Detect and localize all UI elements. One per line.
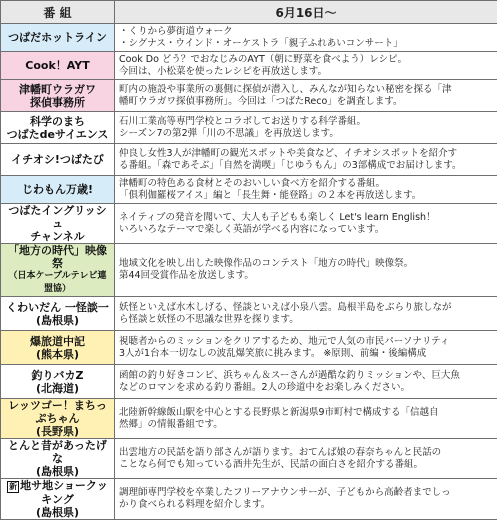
program-name-cell	[1, 439, 115, 479]
description-line: 出雲地方の民話を語り部さんが語ります。おてんば娘の春奈ちゃんと民話の	[119, 447, 493, 459]
program-name-cell	[1, 365, 115, 399]
program-row	[1, 24, 497, 52]
program-column-header: 番 組	[1, 1, 115, 24]
program-row	[1, 479, 497, 520]
program-name-cell	[1, 297, 115, 331]
new-badge: 新	[7, 481, 19, 493]
program-name-line: チャンネル	[5, 230, 110, 243]
description-line: ネイティブの発音を聞いて、大人も子どもも楽しく Let's learn English！	[119, 212, 493, 224]
description-line: 町内の施設や事業所の裏側に探偵が潜入し、みんなが知らない秘密を探る「津	[119, 84, 493, 96]
description-line: ことなら何でも知っている酒井先生が、民話の面白さを紹介する番組。	[119, 459, 493, 471]
description-line: Cook Do どう？でおなじみのAYT（朝に野菜を食べよう）レシピ。	[119, 54, 493, 66]
program-name-cell	[1, 80, 115, 112]
program-name-cell	[1, 331, 115, 365]
program-name-line: レッツゴー！まちっぷちゃん	[5, 399, 110, 425]
program-name-line: Cook！AYT	[5, 59, 110, 72]
program-description-cell	[115, 176, 497, 204]
program-name-cell	[1, 399, 115, 439]
program-row	[1, 439, 497, 479]
program-name-cell	[1, 144, 115, 176]
description-line: 第44回受賞作品を放送します。	[119, 270, 493, 282]
program-description-cell	[115, 112, 497, 144]
program-name-line: (島根県)	[5, 465, 110, 478]
program-name-line: イチオシ!つばたび	[5, 153, 110, 166]
description-line: 今回は、小松菜を使ったレシピを再放送します。	[119, 66, 493, 78]
program-name-line: くわいだん 一怪談一	[5, 301, 110, 314]
description-line: かり食べられる料理を紹介します。	[119, 499, 493, 511]
program-name-line: 津幡町ウラガワ	[5, 83, 110, 96]
description-line: 調理師専門学校を卒業したフリーアナウンサーが、子どもから高齢者までしっ	[119, 487, 493, 499]
description-line: 妖怪といえば水木しげる、怪談といえば小泉八雲。島根半島をぶらり旅しなが	[119, 302, 493, 314]
date-column-header: 6月16日〜	[115, 1, 497, 24]
description-line: 然郷」の情報番組です。	[119, 419, 493, 431]
program-row	[1, 112, 497, 144]
program-name-cell	[1, 244, 115, 297]
program-name-line	[5, 479, 110, 506]
program-name-cell	[1, 479, 115, 520]
program-name-cell	[1, 112, 115, 144]
program-description-cell	[115, 331, 497, 365]
program-description-cell	[115, 80, 497, 112]
description-line: 函館の釣り好きコンビ、浜ちゃん＆スーさんが過酷な釣りミッションや、巨大魚	[119, 370, 493, 382]
program-name-text: 地サ地ショークッキング	[20, 479, 108, 506]
description-line: 視聴者からのミッションをクリアするため、地元で人気の市民パーソナリティ	[119, 336, 493, 348]
program-row	[1, 399, 497, 439]
program-row	[1, 244, 497, 297]
program-name-line: じわもん万歳!	[5, 183, 110, 196]
description-line: 地域文化を映し出した映像作品のコンテスト「地方の時代」映像祭。	[119, 258, 493, 270]
program-name-line: (島根県)	[5, 314, 110, 327]
program-name-cell	[1, 24, 115, 52]
description-line: などのロマンを求める釣り番組。2人の珍道中をお楽しみください。	[119, 382, 493, 394]
program-row	[1, 204, 497, 244]
program-name-line: (熊本県)	[5, 348, 110, 361]
program-row	[1, 144, 497, 176]
description-line: 「俱利伽羅桜アイス」編と「長生舞・能登路」の２本を再放送します。	[119, 190, 493, 202]
program-row	[1, 176, 497, 204]
header-row	[1, 1, 497, 24]
program-name-line: つばたイングリッシュ	[5, 204, 110, 230]
program-row	[1, 365, 497, 399]
program-name-line: 爆旅道中記	[5, 335, 110, 348]
program-row	[1, 80, 497, 112]
program-row	[1, 52, 497, 80]
program-description-cell	[115, 479, 497, 520]
program-name-cell	[1, 176, 115, 204]
program-description-cell	[115, 439, 497, 479]
program-name-line: (北海道)	[5, 382, 110, 395]
description-line: ら怪談と妖怪の不思議な世界を探ります。	[119, 314, 493, 326]
program-name-cell	[1, 204, 115, 244]
description-line: 仲良し女性3人が津幡町の観光スポットや美食など、イチオシスポットを紹介す	[119, 148, 493, 160]
description-line: 幡町ウラガワ探偵事務所」。今回は「つばたReco」を調査します。	[119, 96, 493, 108]
program-name-note: （日本ケーブルテレビ連盟協）	[5, 270, 110, 296]
program-name-cell	[1, 52, 115, 80]
description-line: ・くりから夢街道ウォーク	[119, 26, 493, 38]
program-name-line: とんと昔があったげな	[5, 439, 110, 465]
program-name-line: 釣りバカZ	[5, 369, 110, 382]
program-name-line: つばたdeサイエンス	[5, 128, 110, 141]
description-line: 石川工業高等専門学校とコラボしてお送りする科学番組。	[119, 116, 493, 128]
program-name-line: つばだホットライン	[5, 31, 110, 44]
program-row	[1, 331, 497, 365]
description-line: いろいろなテーマで楽しく英語が学べる内容になっています。	[119, 224, 493, 236]
program-name-line: (島根県)	[5, 506, 110, 519]
program-row	[1, 297, 497, 331]
program-name-line: 探偵事務所	[5, 96, 110, 109]
description-line: る番組。「森であそぶ」「自然を満喫」「じゆうもん」の3部構成でお届けします。	[119, 160, 493, 172]
program-description-cell	[115, 52, 497, 80]
program-description-cell	[115, 399, 497, 439]
description-line: シーズン7の第2弾「川の不思議」を再放送します。	[119, 128, 493, 140]
program-description-cell	[115, 244, 497, 297]
description-line: 津幡町の特色ある食材とそのおいしい食べ方を紹介する番組。	[119, 178, 493, 190]
program-description-cell	[115, 365, 497, 399]
program-name-line: 「地方の時代」映像祭	[5, 244, 110, 270]
description-line: 3人が1台本一切なしの波乱爆笑旅に挑みます。 ※原則、前編・後編構成	[119, 348, 493, 360]
program-description-cell	[115, 24, 497, 52]
program-description-cell	[115, 204, 497, 244]
description-line: ・シグナス・ウインド・オーケストラ「親子ふれあいコンサート」	[119, 38, 493, 50]
description-line: 北陸新幹線飯山駅を中心とする長野県と新潟県9市町村で構成する「信越自	[119, 407, 493, 419]
program-name-line: (長野県)	[5, 425, 110, 438]
program-description-cell	[115, 144, 497, 176]
program-description-cell	[115, 297, 497, 331]
program-name-line: 科学のまち	[5, 115, 110, 128]
